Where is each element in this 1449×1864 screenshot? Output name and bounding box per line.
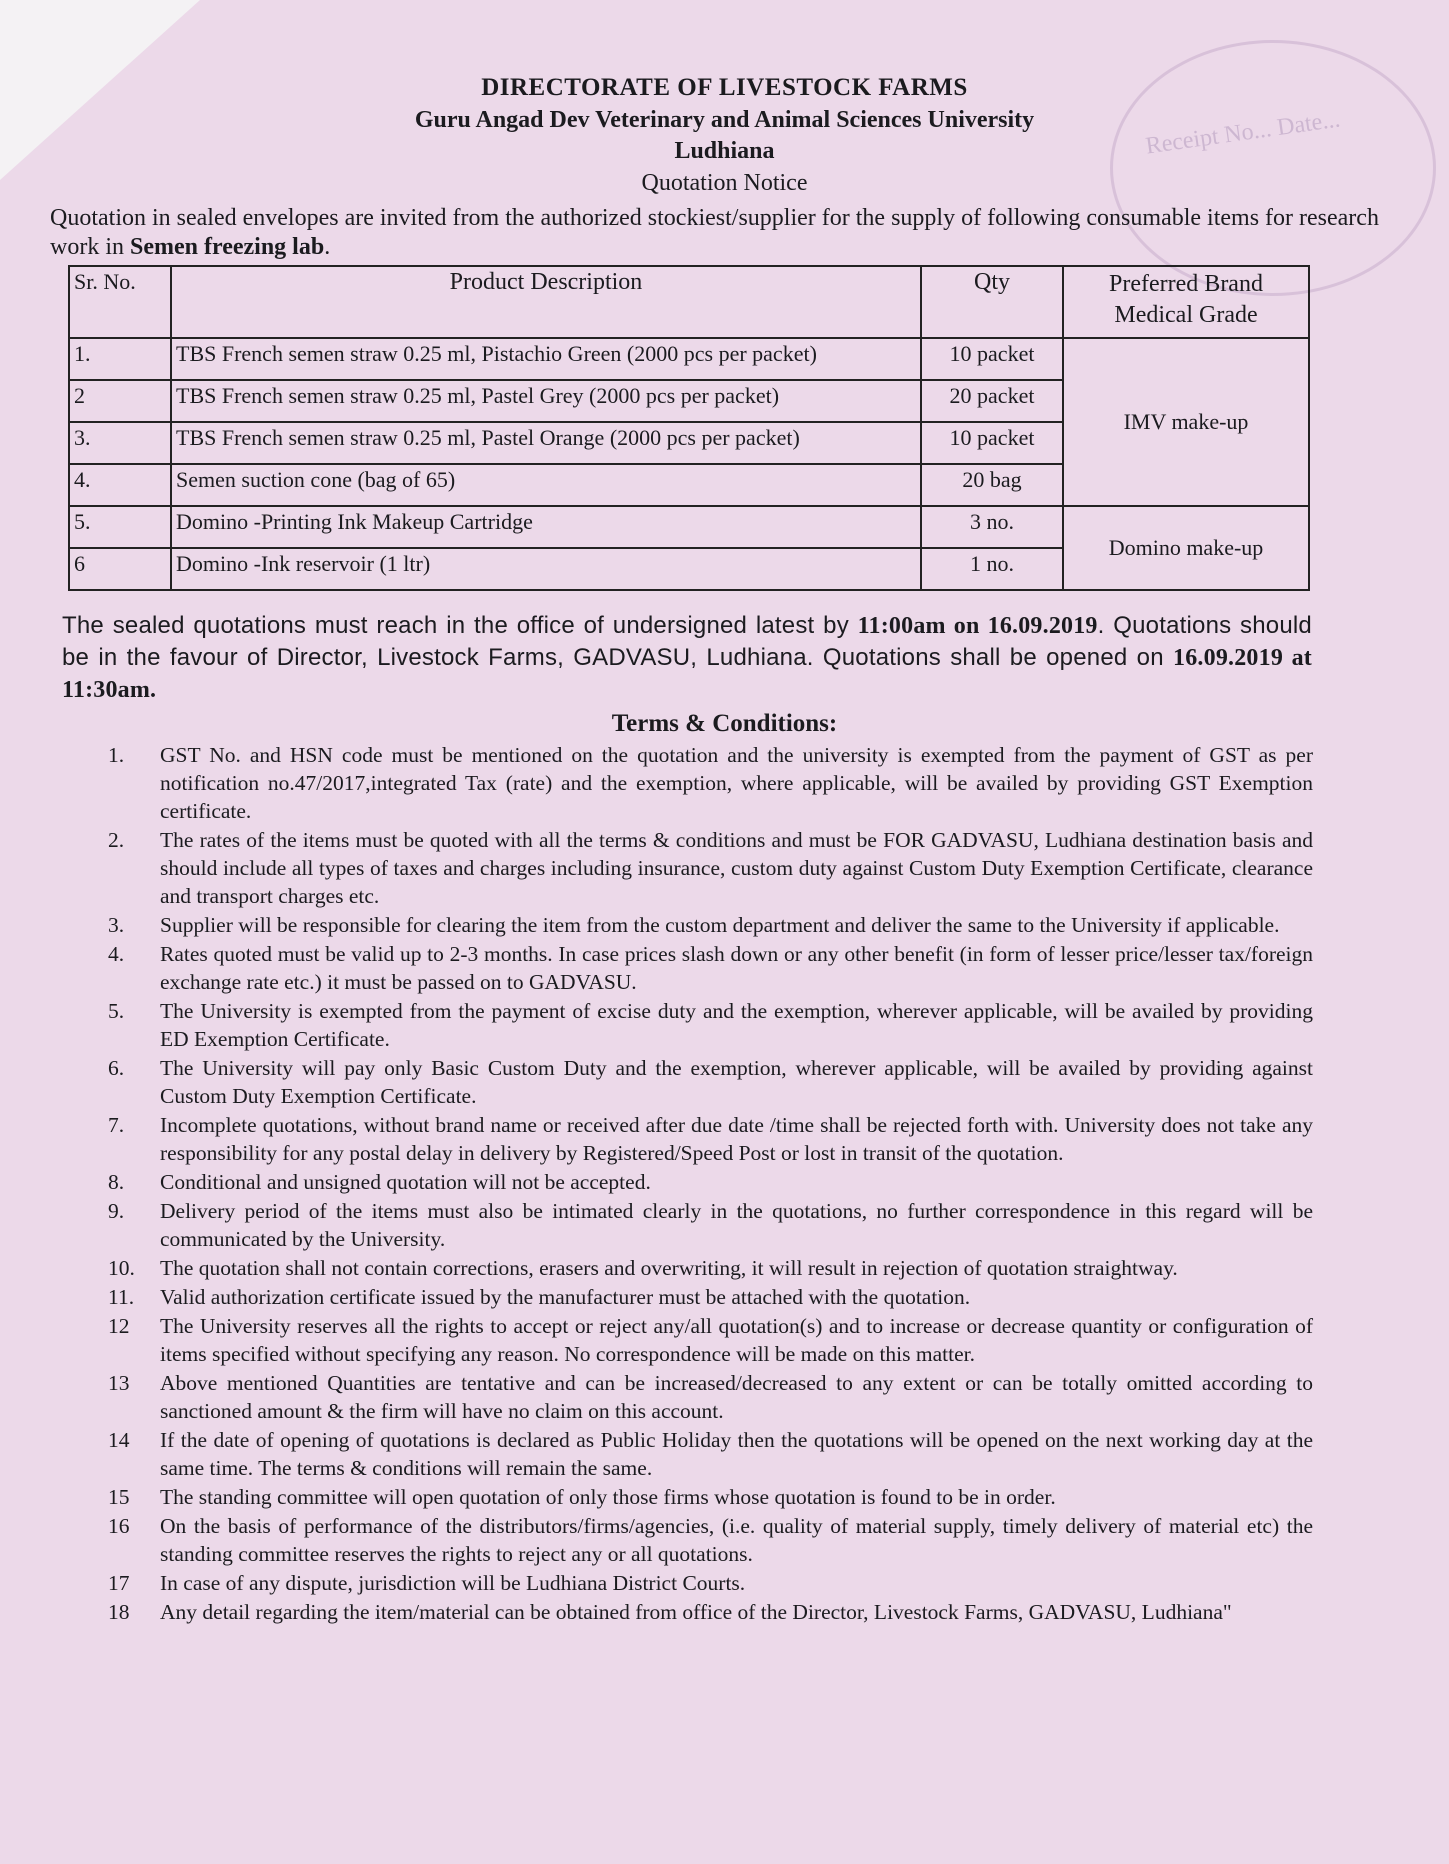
- note-opening-date: 16.09.2019 at 11:30am.: [62, 645, 1312, 703]
- cell-sr: 3.: [69, 422, 171, 464]
- header-brand-line1: Preferred Brand: [1109, 271, 1263, 297]
- list-item: [108, 911, 1313, 939]
- note-part2: . Quotations should be in the favour of Director, Livestock Farms, GADVASU, Ludhiana. Quotations shall be opened on: [62, 612, 1312, 671]
- item-text: The standing committee will open quotation of only those firms whose quotation is found to be in order.: [160, 1485, 1056, 1509]
- list-item: [108, 1168, 1313, 1196]
- item-number: 3.: [108, 913, 125, 937]
- item-text: Any detail regarding the item/material can be obtained from office of the Director, Livestock Farms, GADVASU, Ludhiana": [160, 1600, 1232, 1624]
- item-number: 10.: [108, 1256, 135, 1280]
- list-item: [108, 1283, 1313, 1311]
- terms-title: Terms & Conditions:: [611, 710, 838, 737]
- cell-sr: 6: [69, 548, 171, 590]
- item-number: 5.: [108, 999, 125, 1023]
- item-text: Delivery period of the items must also be intimated clearly in the quotations, no further correspondence in this regard will be communicated by the University.: [160, 1199, 1313, 1251]
- item-number: 18: [108, 1600, 130, 1624]
- table-row: [69, 338, 1309, 380]
- cell-qty: 20 bag: [921, 464, 1063, 506]
- list-item: [108, 940, 1313, 996]
- item-text: The University reserves all the rights to accept or reject any/all quotation(s) and to increase or decrease quantity or configuration of items specified without specifying any reason. No correspondence will be made on this matter.: [160, 1314, 1313, 1366]
- table-header-row: [69, 266, 1309, 338]
- list-item: [108, 1197, 1313, 1253]
- item-number: 7.: [108, 1113, 125, 1137]
- item-number: 8.: [108, 1170, 125, 1194]
- cell-sr: 5.: [69, 506, 171, 548]
- header-sr-no: Sr. No.: [69, 266, 171, 338]
- item-number: 12: [108, 1314, 130, 1338]
- list-item: [108, 1054, 1313, 1110]
- city-name: Ludhiana: [674, 138, 775, 164]
- notice-title: Quotation Notice: [641, 170, 808, 196]
- cell-brand-domino: Domino make-up: [1063, 506, 1309, 590]
- item-text: Rates quoted must be valid up to 2-3 months. In case prices slash down or any other benefit (in form of lesser price/lesser tax/foreign exchange rate etc.) it must be passed on to GADVASU.: [160, 942, 1313, 994]
- item-number: 13: [108, 1371, 130, 1395]
- submission-note: [62, 610, 1312, 706]
- item-text: Incomplete quotations, without brand name or received after due date /time shall be rejected forth with. University does not take any responsibility for any postal delay in delivery by Registered/Speed Post or lost in transit of the quotation.: [160, 1113, 1313, 1165]
- cell-qty: 3 no.: [921, 506, 1063, 548]
- university-name: Guru Angad Dev Veterinary and Animal Sciences University: [414, 107, 1035, 133]
- cell-desc: TBS French semen straw 0.25 ml, Pastel Grey (2000 pcs per packet): [171, 380, 921, 422]
- cell-qty: 20 packet: [921, 380, 1063, 422]
- items-table: [68, 265, 1310, 591]
- item-text: GST No. and HSN code must be mentioned on the quotation and the university is exempted from the payment of GST as per notification no.47/2017,integrated Tax (rate) and the exemption, where applicable, will be availed by providing GST Exemption certificate.: [160, 743, 1313, 823]
- item-number: 16: [108, 1514, 130, 1538]
- item-text: Supplier will be responsible for clearing the item from the custom department and deliver the same to the University if applicable.: [160, 913, 1280, 937]
- note-deadline: 11:00am on 16.09.2019: [857, 613, 1098, 639]
- list-item: [108, 826, 1313, 910]
- directorate-title: DIRECTORATE OF LIVESTOCK FARMS: [481, 74, 968, 101]
- intro-lab-name: Semen freezing lab: [130, 234, 325, 260]
- cell-desc: TBS French semen straw 0.25 ml, Pastel Orange (2000 pcs per packet): [171, 422, 921, 464]
- intro-text: Quotation in sealed envelopes are invited from the authorized stockiest/supplier for the supply of following consumable items for research work in: [50, 205, 1379, 260]
- item-number: 15: [108, 1485, 130, 1509]
- header-product-description: Product Description: [171, 266, 921, 338]
- cell-sr: 2: [69, 380, 171, 422]
- list-item: [108, 1369, 1313, 1425]
- cell-qty: 10 packet: [921, 338, 1063, 380]
- list-item: [108, 997, 1313, 1053]
- item-text: The rates of the items must be quoted with all the terms & conditions and must be FOR GADVASU, Ludhiana destination basis and should include all types of taxes and charges including insurance, custom duty against Custom Duty Exemption Certificate, clearance and transport charges etc.: [160, 828, 1313, 908]
- item-number: 11.: [108, 1285, 135, 1309]
- list-item: [108, 1598, 1313, 1626]
- cell-sr: 4.: [69, 464, 171, 506]
- intro-paragraph: [50, 204, 1380, 262]
- item-number: 9.: [108, 1199, 125, 1223]
- item-text: The University will pay only Basic Custom Duty and the exemption, wherever applicable, will be availed by providing against Custom Duty Exemption Certificate.: [160, 1056, 1313, 1108]
- receipt-stamp-text: Receipt No... Date...: [1144, 106, 1342, 160]
- cell-desc: Semen suction cone (bag of 65): [171, 464, 921, 506]
- item-text: Above mentioned Quantities are tentative and can be increased/decreased to any extent or can be totally omitted according to sanctioned amount & the firm will have no claim on this account.: [160, 1371, 1313, 1423]
- table-row: [69, 506, 1309, 548]
- cell-desc: Domino -Printing Ink Makeup Cartridge: [171, 506, 921, 548]
- item-number: 14: [108, 1428, 130, 1452]
- item-text: If the date of opening of quotations is declared as Public Holiday then the quotations will be opened on the next working day at the same time. The terms & conditions will remain the same.: [160, 1428, 1313, 1480]
- item-number: 1.: [108, 743, 125, 767]
- list-item: [108, 1569, 1313, 1597]
- item-number: 17: [108, 1571, 130, 1595]
- item-number: 6.: [108, 1056, 125, 1080]
- item-text: Conditional and unsigned quotation will not be accepted.: [160, 1170, 651, 1194]
- note-part1: The sealed quotations must reach in the office of undersigned latest by: [62, 612, 858, 639]
- item-text: The University is exempted from the payment of excise duty and the exemption, wherever applicable, will be availed by providing ED Exemption Certificate.: [160, 999, 1313, 1051]
- list-item: [108, 1111, 1313, 1167]
- item-number: 2.: [108, 828, 125, 852]
- list-item: [108, 741, 1313, 825]
- intro-end: .: [324, 234, 331, 260]
- list-item: [108, 1254, 1313, 1282]
- list-item: [108, 1426, 1313, 1482]
- cell-qty: 10 packet: [921, 422, 1063, 464]
- list-item: [108, 1483, 1313, 1511]
- cell-qty: 1 no.: [921, 548, 1063, 590]
- item-text: The quotation shall not contain corrections, erasers and overwriting, it will result in rejection of quotation straightway.: [160, 1256, 1178, 1280]
- cell-desc: Domino -Ink reservoir (1 ltr): [171, 548, 921, 590]
- item-text: In case of any dispute, jurisdiction will be Ludhiana District Courts.: [160, 1571, 746, 1595]
- item-number: 4.: [108, 942, 125, 966]
- item-text: On the basis of performance of the distributors/firms/agencies, (i.e. quality of material supply, timely delivery of material etc) the standing committee reserves the rights to reject any or all quotations.: [160, 1514, 1313, 1566]
- cell-desc: TBS French semen straw 0.25 ml, Pistachio Green (2000 pcs per packet): [171, 338, 921, 380]
- header-brand-line2: Medical Grade: [1114, 302, 1258, 328]
- header-preferred-brand: [1063, 266, 1309, 338]
- cell-brand-imv: IMV make-up: [1063, 338, 1309, 506]
- list-item: [108, 1512, 1313, 1568]
- item-text: Valid authorization certificate issued by the manufacturer must be attached with the quotation.: [160, 1285, 971, 1309]
- cell-sr: 1.: [69, 338, 171, 380]
- list-item: [108, 1312, 1313, 1368]
- header-qty: Qty: [921, 266, 1063, 338]
- terms-list: [108, 741, 1313, 1627]
